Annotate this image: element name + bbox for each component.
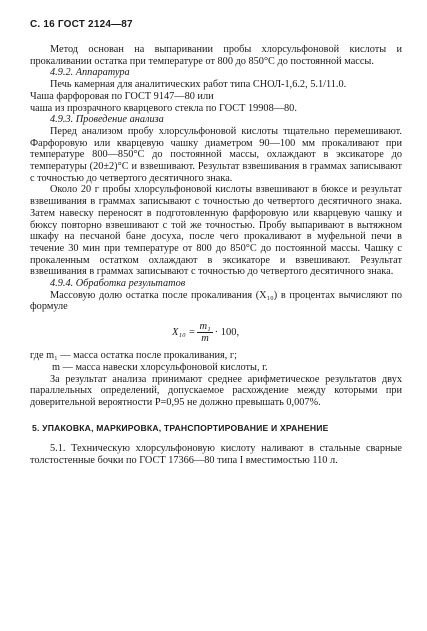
document-body <box>30 44 402 467</box>
formula-fraction <box>197 321 212 344</box>
apparatus-line-1: Печь камерная для аналитических работ типа СНОЛ-1,6.2, 5.1/11.0. <box>50 79 347 91</box>
procedure-paragraph-1: Перед анализом пробу хлорсульфоновой кислоты тщательно перемешивают. Фарфоровую или кварцевую чашку диаметром 90—100 мм прокаливают при температуре 800—850°С до постоянной массы, охлаждают в эксикаторе до температуры (20±2)°С и взвешивают. Результат взвешивания в граммах записывают с точностью до четвертого десятичного знака. <box>30 125 402 184</box>
where-line-2: m — масса навески хлорсульфоновой кислоты, г. <box>52 361 268 373</box>
procedure-paragraph-2: Около 20 г пробы хлорсульфоновой кислоты взвешивают в бюксе и результат взвешивания в граммах записывают с точностью до четвертого десятичного знака. Затем навеску переносят в подготовленную фарфоровую или кварцевую чашку и бюксу повторно взвешивают с той же точностью. Пробу выпаривают в вытяжном шкафу на песчаной бане досуха, после чего прокаливают в муфельной печи в течение 30 мин при температуре от 800 до 850°С до постоянной массы. Чашку с прокаленным остатком охлаждают в эксикаторе и взвешивают. Результат взвешивания в граммах записывают с точностью до четвертого десятичного знака. <box>30 184 402 278</box>
apparatus-line-2: Чаша фарфоровая по ГОСТ 9147—80 или <box>30 90 214 102</box>
page-header: С. 16 ГОСТ 2124—87 <box>30 19 133 30</box>
where-line-1: где m₁ — масса остатка после прокаливания, г; <box>30 350 237 362</box>
section-494-title: 4.9.4. Обработка результатов <box>50 278 186 290</box>
section-492-title: 4.9.2. Аппаратура <box>50 67 130 79</box>
packaging-paragraph: 5.1. Техническую хлорсульфоновую кислоту наливают в стальные сварные толстостенные бочки по ГОСТ 17366—80 типа I вместимостью 110 л. <box>30 443 402 467</box>
formula <box>30 321 402 344</box>
formula-denominator: m <box>201 333 209 345</box>
section-493-title: 4.9.3. Проведение анализа <box>50 114 164 126</box>
section-5-heading: 5. УПАКОВКА, МАРКИРОВКА, ТРАНСПОРТИРОВАНИЕ И ХРАНЕНИЕ <box>32 422 329 433</box>
result-paragraph: За результат анализа принимают среднее арифметическое результатов двух параллельных определений, допускаемое расхождение между которыми при доверительной вероятности P=0,95 не должно превышать 0,007%. <box>30 373 402 408</box>
intro-paragraph: Метод основан на выпаривании пробы хлорсульфоновой кислоты и прокаливании остатка при температуре от 800 до 850°С до постоянной массы. <box>30 44 402 67</box>
formula-numerator: m₁ <box>199 321 211 333</box>
formula-rhs: · 100, <box>214 326 240 338</box>
calculation-paragraph: Массовую долю остатка после прокаливания (X₁₀) в процентах вычисляют по формуле <box>30 289 402 313</box>
formula-lhs: X₁₀ = <box>172 326 196 338</box>
apparatus-line-3: чаша из прозрачного кварцевого стекла по ГОСТ 19908—80. <box>30 102 297 114</box>
